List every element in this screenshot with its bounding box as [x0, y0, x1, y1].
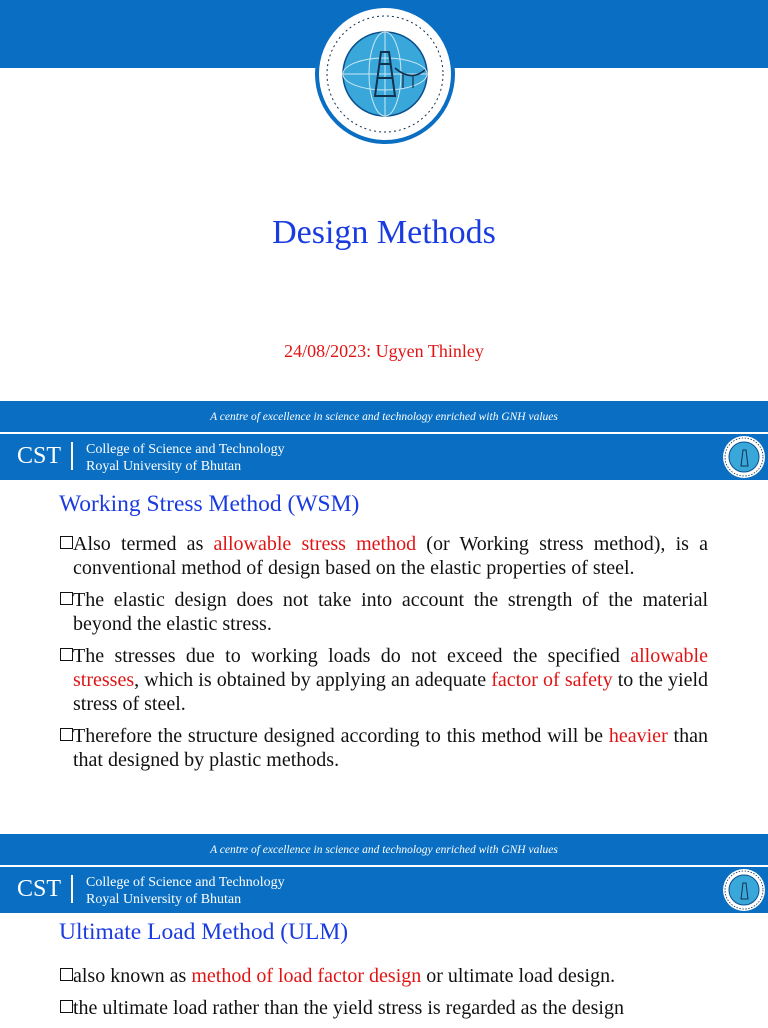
highlight-text: factor of safety: [491, 669, 613, 691]
text: Therefore the structure designed according to this method will be: [73, 725, 609, 747]
university-name: Royal University of Bhutan: [86, 459, 242, 474]
college-logo: [315, 4, 455, 144]
cst-emblem-small-icon: [723, 869, 765, 911]
text: (or Working stress method), is a conventional method of design based on the elastic properties of steel.: [73, 533, 708, 579]
motto-text: A centre of excellence in science and technology enriched with GNH values: [210, 410, 558, 423]
cst-abbr: CST: [17, 443, 62, 469]
checkbox-bullet-icon: [60, 968, 73, 981]
list-item: [58, 724, 708, 772]
text: the ultimate load rather than the yield stress is regarded as the design: [73, 997, 624, 1019]
highlight-text: allowable stress method: [213, 533, 417, 555]
institution-bar: [0, 867, 768, 913]
motto-text: A centre of excellence in science and technology enriched with GNH values: [210, 843, 558, 856]
wsm-bullet-list: [58, 532, 708, 780]
highlight-text: allowable stresses: [73, 645, 708, 691]
section-heading-ulm: Ultimate Load Method (ULM): [59, 919, 349, 945]
mini-logo: [723, 436, 765, 478]
divider: [71, 875, 73, 903]
college-name: College of Science and Technology: [86, 442, 285, 457]
college-name: College of Science and Technology: [86, 875, 285, 890]
institution-bar: [0, 434, 768, 480]
mini-logo: [723, 869, 765, 911]
slide-title: Design Methods: [272, 214, 496, 251]
institution-name: [86, 441, 285, 475]
cst-emblem-small-icon: [723, 436, 765, 478]
text: or ultimate load design.: [421, 965, 616, 987]
text: The stresses due to working loads do not exceed the specified: [73, 645, 631, 667]
checkbox-bullet-icon: [60, 1000, 73, 1013]
checkbox-bullet-icon: [60, 536, 73, 549]
institution-name: [86, 874, 285, 908]
text: , which is obtained by applying an adequate: [134, 669, 492, 691]
text: Also termed as: [73, 533, 214, 555]
divider: [71, 442, 73, 470]
university-name: Royal University of Bhutan: [86, 892, 242, 907]
highlight-text: method of load factor design: [191, 965, 422, 987]
list-item: [58, 588, 708, 636]
section-heading-wsm: Working Stress Method (WSM): [59, 491, 360, 517]
motto-bar: [0, 834, 768, 865]
list-item: [58, 644, 708, 716]
text: to the yield stress of steel.: [73, 669, 709, 715]
list-item: [58, 996, 708, 1020]
list-item: [58, 964, 708, 988]
checkbox-bullet-icon: [60, 648, 73, 661]
text: also known as: [73, 965, 192, 987]
list-item: [58, 532, 708, 580]
motto-bar: [0, 401, 768, 432]
cst-emblem-logo-icon: [319, 8, 451, 140]
highlight-text: heavier: [608, 725, 668, 747]
slide-subtitle: 24/08/2023: Ugyen Thinley: [284, 341, 484, 361]
checkbox-bullet-icon: [60, 728, 73, 741]
ulm-bullet-list: [58, 964, 708, 1028]
text: The elastic design does not take into account the strength of the material beyond the elastic stress.: [73, 589, 708, 635]
text: than that designed by plastic methods.: [73, 725, 708, 771]
cst-abbr: CST: [17, 876, 62, 902]
checkbox-bullet-icon: [60, 592, 73, 605]
